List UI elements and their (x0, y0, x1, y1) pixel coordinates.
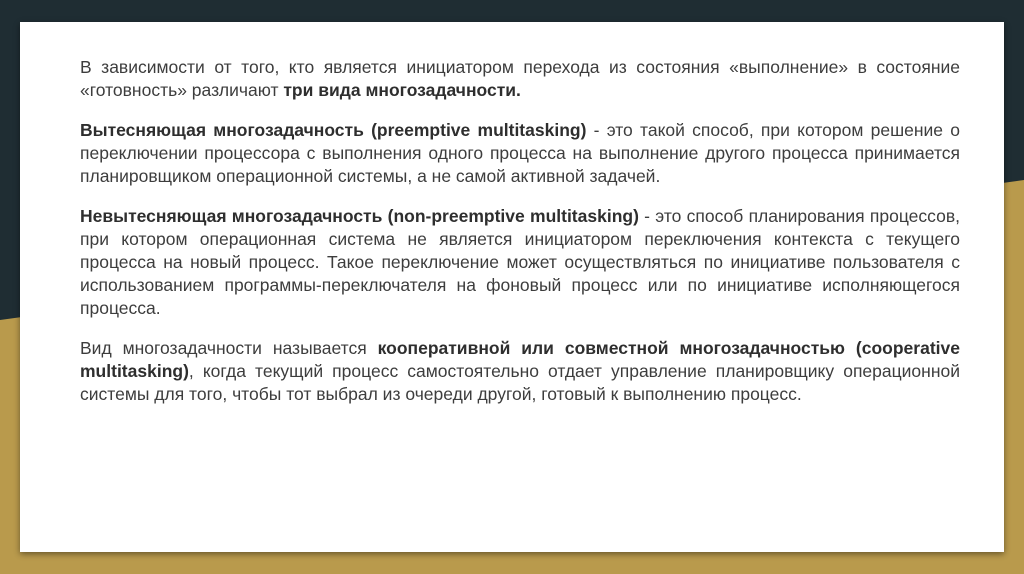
definition-cooperative: , когда текущий процесс самостоятельно отдает управление планировщику операционной системы для того, чтобы тот выбрал из очереди другой, готовый к выполнению процесс. (80, 361, 960, 404)
term-preemptive: Вытесняющая многозадачность (preemptive multitasking) (80, 120, 587, 140)
paragraph-non-preemptive (80, 205, 960, 320)
definition-non-preemptive: - это способ планирования процессов, при котором операционная система не является инициатором переключения контекста с текущего процесса на новый процесс. Такое переключение может осуществляться по инициативе пользователя с использованием программы-переключателя на фоновый процесс или по инициативе исполняющегося процесса. (80, 206, 960, 318)
intro-bold-text: три вида многозадачности. (283, 80, 521, 100)
paragraph-cooperative (80, 337, 960, 406)
term-cooperative: кооперативной или совместной многозадачностью (cooperative multitasking) (80, 338, 960, 381)
term-non-preemptive: Невытесняющая многозадачность (non-preemptive multitasking) (80, 206, 639, 226)
slide-card (20, 22, 1004, 552)
intro-text: В зависимости от того, кто является инициатором перехода из состояния «выполнение» в состояние «готовность» различают (80, 57, 960, 100)
paragraph-preemptive (80, 119, 960, 188)
cooperative-prefix: Вид многозадачности называется (80, 338, 378, 358)
slide-content (80, 56, 960, 423)
paragraph-intro (80, 56, 960, 102)
definition-preemptive: - это такой способ, при котором решение о переключении процессора с выполнения одного процесса на выполнение другого процесса принимается планировщиком операционной системы, а не самой активной задачей. (80, 120, 960, 186)
